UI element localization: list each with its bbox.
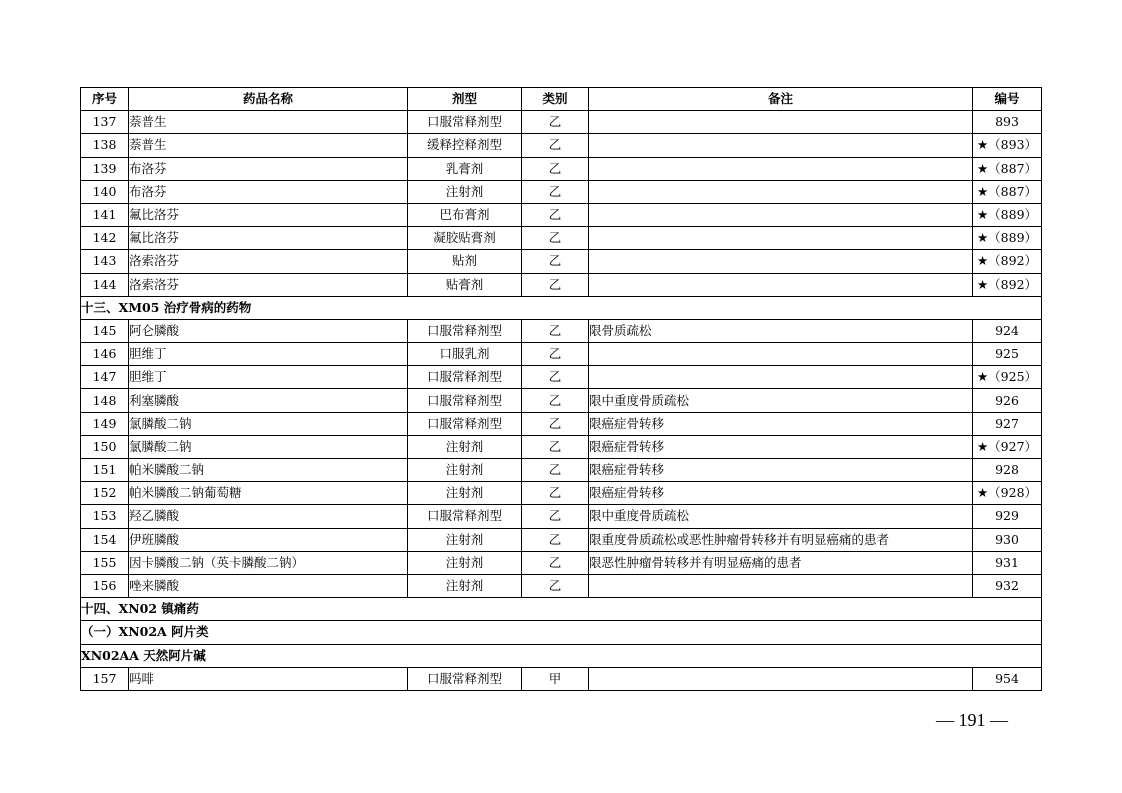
cell-name: 氯膦酸二钠 — [129, 412, 408, 435]
table-row — [81, 505, 1042, 528]
cell-form: 贴膏剂 — [408, 273, 522, 296]
cell-no: 149 — [81, 412, 129, 435]
cell-note: 限中重度骨质疏松 — [589, 389, 973, 412]
cell-no: 144 — [81, 273, 129, 296]
cell-note — [589, 250, 973, 273]
table-row — [81, 366, 1042, 389]
cell-code: ★（892） — [973, 250, 1042, 273]
table-body — [81, 111, 1042, 691]
cell-no: 157 — [81, 667, 129, 690]
section-title: 十四、XN02 镇痛药 — [81, 598, 1042, 621]
cell-form: 注射剂 — [408, 551, 522, 574]
cell-note — [589, 273, 973, 296]
section-row — [81, 621, 1042, 644]
cell-category: 乙 — [522, 250, 589, 273]
cell-form: 缓释控释剂型 — [408, 134, 522, 157]
section-title: 十三、XM05 治疗骨病的药物 — [81, 296, 1042, 319]
drug-table — [80, 87, 1042, 691]
cell-name: 胆维丁 — [129, 366, 408, 389]
cell-no: 143 — [81, 250, 129, 273]
cell-category: 乙 — [522, 157, 589, 180]
cell-form: 注射剂 — [408, 435, 522, 458]
table-row — [81, 389, 1042, 412]
cell-code: ★（892） — [973, 273, 1042, 296]
cell-category: 乙 — [522, 203, 589, 226]
cell-code: 954 — [973, 667, 1042, 690]
cell-category: 乙 — [522, 435, 589, 458]
cell-category: 乙 — [522, 551, 589, 574]
cell-category: 乙 — [522, 343, 589, 366]
cell-form: 口服乳剂 — [408, 343, 522, 366]
table-row — [81, 227, 1042, 250]
cell-name: 氟比洛芬 — [129, 227, 408, 250]
cell-category: 乙 — [522, 227, 589, 250]
cell-no: 145 — [81, 319, 129, 342]
cell-code: 931 — [973, 551, 1042, 574]
table-row — [81, 459, 1042, 482]
table-row — [81, 551, 1042, 574]
table-row — [81, 180, 1042, 203]
cell-no: 150 — [81, 435, 129, 458]
table-row — [81, 412, 1042, 435]
header-row — [81, 88, 1042, 111]
section-title: XN02AA 天然阿片碱 — [81, 644, 1042, 667]
cell-category: 乙 — [522, 528, 589, 551]
header-name: 药品名称 — [129, 88, 408, 111]
cell-category: 乙 — [522, 111, 589, 134]
cell-form: 口服常释剂型 — [408, 366, 522, 389]
cell-name: 吗啡 — [129, 667, 408, 690]
header-code: 编号 — [973, 88, 1042, 111]
table-row — [81, 250, 1042, 273]
table-row — [81, 574, 1042, 597]
cell-form: 注射剂 — [408, 574, 522, 597]
cell-name: 伊班膦酸 — [129, 528, 408, 551]
cell-code: 929 — [973, 505, 1042, 528]
cell-category: 乙 — [522, 389, 589, 412]
cell-no: 155 — [81, 551, 129, 574]
cell-category: 乙 — [522, 482, 589, 505]
table-row — [81, 134, 1042, 157]
cell-no: 148 — [81, 389, 129, 412]
cell-note — [589, 574, 973, 597]
table-row — [81, 203, 1042, 226]
cell-category: 甲 — [522, 667, 589, 690]
cell-code: 930 — [973, 528, 1042, 551]
cell-form: 口服常释剂型 — [408, 412, 522, 435]
cell-note: 限重度骨质疏松或恶性肿瘤骨转移并有明显癌痛的患者 — [589, 528, 973, 551]
cell-note — [589, 366, 973, 389]
cell-code: 926 — [973, 389, 1042, 412]
header-note: 备注 — [589, 88, 973, 111]
cell-code: 924 — [973, 319, 1042, 342]
cell-note — [589, 157, 973, 180]
cell-name: 氯膦酸二钠 — [129, 435, 408, 458]
cell-category: 乙 — [522, 574, 589, 597]
table-row — [81, 667, 1042, 690]
section-row — [81, 598, 1042, 621]
cell-form: 贴剂 — [408, 250, 522, 273]
cell-note — [589, 203, 973, 226]
cell-code: 925 — [973, 343, 1042, 366]
cell-no: 137 — [81, 111, 129, 134]
header-no: 序号 — [81, 88, 129, 111]
cell-form: 口服常释剂型 — [408, 505, 522, 528]
cell-category: 乙 — [522, 319, 589, 342]
cell-name: 帕米膦酸二钠葡萄糖 — [129, 482, 408, 505]
cell-name: 帕米膦酸二钠 — [129, 459, 408, 482]
cell-note — [589, 111, 973, 134]
table-row — [81, 435, 1042, 458]
header-form: 剂型 — [408, 88, 522, 111]
cell-name: 胆维丁 — [129, 343, 408, 366]
cell-note — [589, 343, 973, 366]
cell-note: 限癌症骨转移 — [589, 459, 973, 482]
cell-no: 140 — [81, 180, 129, 203]
cell-category: 乙 — [522, 459, 589, 482]
cell-note — [589, 227, 973, 250]
cell-no: 147 — [81, 366, 129, 389]
cell-note: 限恶性肿瘤骨转移并有明显癌痛的患者 — [589, 551, 973, 574]
cell-code: ★（887） — [973, 157, 1042, 180]
cell-form: 注射剂 — [408, 459, 522, 482]
table-row — [81, 528, 1042, 551]
cell-code: ★（889） — [973, 203, 1042, 226]
cell-code: 927 — [973, 412, 1042, 435]
table-row — [81, 343, 1042, 366]
cell-name: 萘普生 — [129, 134, 408, 157]
cell-code: ★（889） — [973, 227, 1042, 250]
cell-no: 139 — [81, 157, 129, 180]
cell-name: 因卡膦酸二钠（英卡膦酸二钠） — [129, 551, 408, 574]
cell-code: ★（927） — [973, 435, 1042, 458]
section-title: （一）XN02A 阿片类 — [81, 621, 1042, 644]
cell-name: 布洛芬 — [129, 157, 408, 180]
cell-category: 乙 — [522, 366, 589, 389]
page-number: — 191 — — [936, 710, 1008, 730]
cell-form: 凝胶贴膏剂 — [408, 227, 522, 250]
cell-code: 932 — [973, 574, 1042, 597]
cell-code: ★（887） — [973, 180, 1042, 203]
cell-no: 138 — [81, 134, 129, 157]
table-row — [81, 482, 1042, 505]
cell-note: 限癌症骨转移 — [589, 482, 973, 505]
cell-no: 153 — [81, 505, 129, 528]
cell-code: ★（928） — [973, 482, 1042, 505]
cell-category: 乙 — [522, 505, 589, 528]
cell-form: 口服常释剂型 — [408, 389, 522, 412]
table-row — [81, 273, 1042, 296]
cell-no: 152 — [81, 482, 129, 505]
cell-name: 阿仑膦酸 — [129, 319, 408, 342]
cell-note: 限中重度骨质疏松 — [589, 505, 973, 528]
table-row — [81, 111, 1042, 134]
cell-no: 154 — [81, 528, 129, 551]
cell-form: 乳膏剂 — [408, 157, 522, 180]
cell-code: ★（893） — [973, 134, 1042, 157]
cell-no: 156 — [81, 574, 129, 597]
cell-note — [589, 180, 973, 203]
cell-name: 布洛芬 — [129, 180, 408, 203]
cell-form: 注射剂 — [408, 180, 522, 203]
cell-code: ★（925） — [973, 366, 1042, 389]
cell-category: 乙 — [522, 134, 589, 157]
cell-form: 注射剂 — [408, 528, 522, 551]
cell-no: 142 — [81, 227, 129, 250]
cell-name: 洛索洛芬 — [129, 273, 408, 296]
section-row — [81, 644, 1042, 667]
cell-category: 乙 — [522, 180, 589, 203]
header-category: 类别 — [522, 88, 589, 111]
cell-form: 口服常释剂型 — [408, 667, 522, 690]
cell-name: 唑来膦酸 — [129, 574, 408, 597]
cell-category: 乙 — [522, 412, 589, 435]
cell-name: 羟乙膦酸 — [129, 505, 408, 528]
cell-form: 口服常释剂型 — [408, 319, 522, 342]
cell-note — [589, 134, 973, 157]
cell-form: 口服常释剂型 — [408, 111, 522, 134]
cell-form: 巴布膏剂 — [408, 203, 522, 226]
cell-no: 141 — [81, 203, 129, 226]
section-row — [81, 296, 1042, 319]
cell-name: 萘普生 — [129, 111, 408, 134]
cell-code: 893 — [973, 111, 1042, 134]
cell-code: 928 — [973, 459, 1042, 482]
cell-name: 氟比洛芬 — [129, 203, 408, 226]
cell-note: 限骨质疏松 — [589, 319, 973, 342]
cell-note — [589, 667, 973, 690]
cell-note: 限癌症骨转移 — [589, 412, 973, 435]
table-row — [81, 319, 1042, 342]
cell-name: 洛索洛芬 — [129, 250, 408, 273]
cell-form: 注射剂 — [408, 482, 522, 505]
cell-note: 限癌症骨转移 — [589, 435, 973, 458]
cell-name: 利塞膦酸 — [129, 389, 408, 412]
cell-category: 乙 — [522, 273, 589, 296]
cell-no: 146 — [81, 343, 129, 366]
table-row — [81, 157, 1042, 180]
cell-no: 151 — [81, 459, 129, 482]
